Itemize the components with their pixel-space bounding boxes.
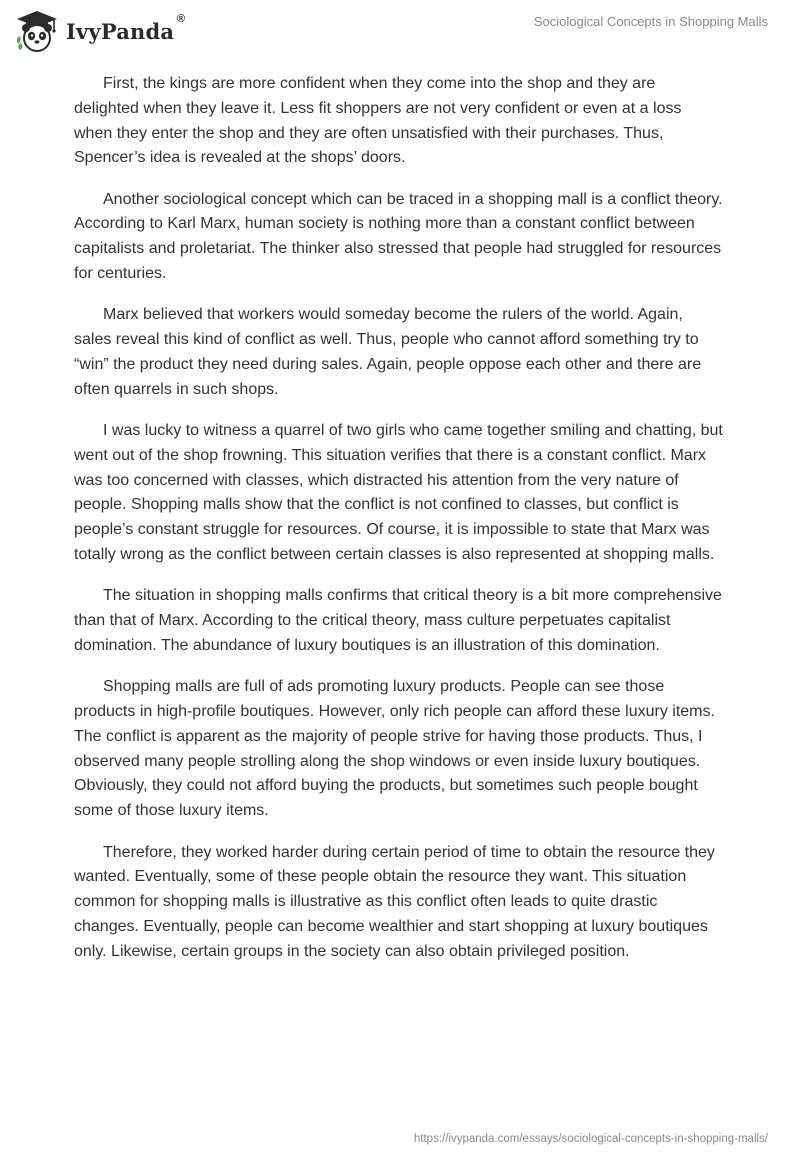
paragraph: The situation in shopping malls confirms that critical theory is a bit more comprehensive than that of Marx. According to the critical theory, mass culture perpetuates capitalist domination. The abundance of luxury boutiques is an illustration of this domination. bbox=[74, 587, 722, 654]
ivypanda-logo[interactable] bbox=[14, 8, 186, 54]
registered-mark: ® bbox=[176, 12, 186, 25]
panda-graduate-logo-icon bbox=[14, 8, 60, 54]
paragraph: Another sociological concept which can be traced in a shopping mall is a conflict theory. According to Karl Marx, human society is nothing more than a constant conflict between capitalists and proletariat. The thinker also stressed that people had struggled for resources for centuries. bbox=[74, 190, 723, 283]
paragraph: Marx believed that workers would someday become the rulers of the world. Again, sales reveal this kind of conflict as well. Thus, people who cannot afford something try to “win” the product they need during sales. Again, people oppose each other and there are often quarrels in such shops. bbox=[74, 306, 702, 398]
paragraph: First, the kings are more confident when they come into the shop and they are delighted when they leave it. Less fit shoppers are not very confident or even at a loss when they enter the shop and they are often unsatisfied with their purchases. Thus, Spencer’s idea is revealed at the shops’ doors. bbox=[74, 75, 682, 167]
page-header bbox=[0, 0, 800, 60]
paragraph: Therefore, they worked harder during certain period of time to obtain the resource they wanted. Eventually, some of these people obtain the resource they want. This situation common for shopping malls is illustrative as this conflict often leads to quite drastic changes. Eventually, people can become wealthier and start shopping at luxury boutiques only. Likewise, certain groups in the society can also obtain privileged position. bbox=[74, 843, 715, 960]
logo-wordmark-text: IvyPanda bbox=[66, 18, 175, 44]
source-url-link[interactable]: https://ivypanda.com/essays/sociological-concepts-in-shopping-malls/ bbox=[413, 1133, 768, 1145]
essay-body bbox=[74, 72, 724, 981]
paragraph: Shopping malls are full of ads promoting luxury products. People can see those products in high-profile boutiques. However, only rich people can afford these luxury items. The conflict is apparent as the majority of people strive for having those products. Thus, I observed many people strolling along the shop windows or even inside luxury boutiques. Obviously, they could not afford buying the products, but sometimes such people bought some of those luxury items. bbox=[74, 678, 715, 820]
paragraph: I was lucky to witness a quarrel of two girls who came together smiling and chatting, but went out of the shop frowning. This situation verifies that there is a constant conflict. Marx was too concerned with classes, which distracted his attention from the very nature of people. Shopping malls show that the conflict is not confined to classes, but conflict is people’s constant struggle for resources. Of course, it is impossible to state that Marx was totally wrong as the conflict between certain classes is also represented at shopping malls. bbox=[74, 422, 723, 564]
document-title: Sociological Concepts in Shopping Malls bbox=[533, 14, 768, 29]
logo-wordmark bbox=[66, 12, 186, 44]
